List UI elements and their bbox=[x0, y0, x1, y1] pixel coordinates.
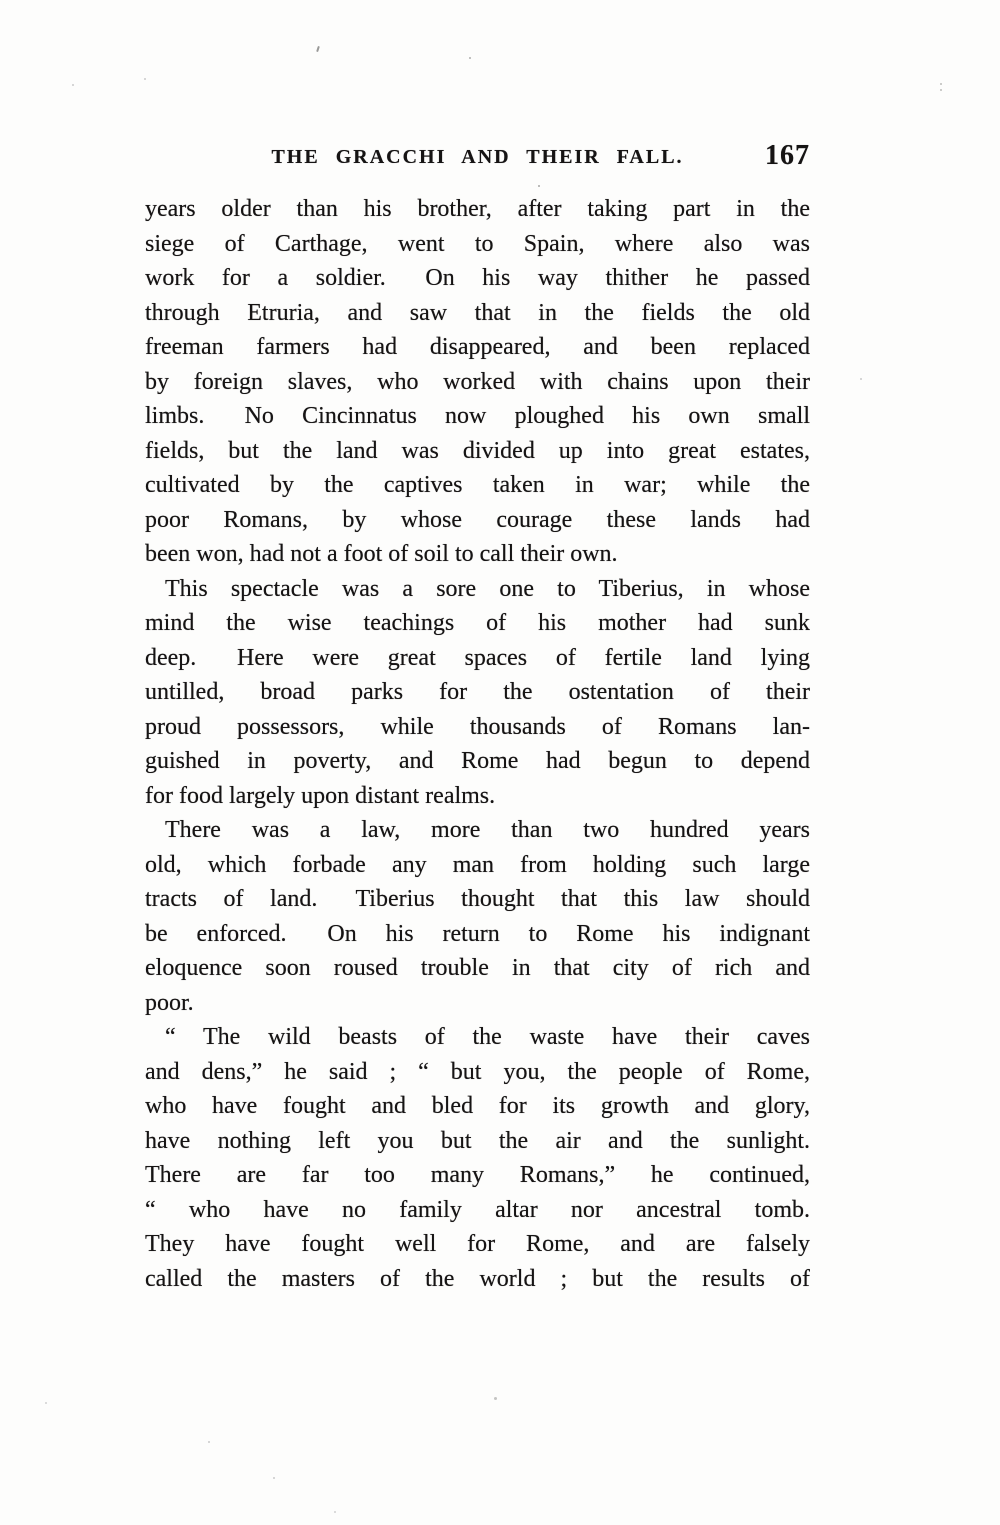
text-line: by foreign slaves, who worked with chains upon their bbox=[145, 368, 810, 395]
text-line: tracts of land. Tiberius thought that this law should bbox=[145, 886, 810, 912]
text-line: There was a law, more than two hundred years bbox=[165, 817, 810, 843]
scan-speck bbox=[940, 83, 942, 85]
paragraph bbox=[145, 192, 810, 572]
page-number: 167 bbox=[765, 140, 810, 171]
text-line: freeman farmers had disappeared, and been replaced bbox=[145, 334, 810, 360]
text-line: There are far too many Romans,” he continued, bbox=[145, 1162, 810, 1188]
scan-speck bbox=[273, 1477, 275, 1479]
text-line: untilled, broad parks for the ostentation of their bbox=[145, 679, 810, 705]
text-line: “ The wild beasts of the waste have their caves bbox=[165, 1024, 810, 1050]
text-line: through Etruria, and saw that in the fields the old bbox=[145, 299, 810, 326]
text-line: deep. Here were great spaces of fertile land lying bbox=[145, 644, 810, 671]
scan-speck bbox=[538, 185, 540, 187]
text-line: guished in poverty, and Rome had begun to depend bbox=[145, 748, 810, 774]
paragraph bbox=[145, 1020, 810, 1296]
text-line: and dens,” he said ; “ but you, the people of Rome, bbox=[145, 1058, 810, 1085]
scan-speck bbox=[45, 1402, 47, 1404]
scan-speck bbox=[940, 89, 942, 91]
running-header-title: THE GRACCHI AND THEIR FALL. bbox=[271, 146, 684, 168]
text-line: “ who have no family altar nor ancestral tomb. bbox=[145, 1196, 810, 1223]
paragraph bbox=[145, 572, 810, 814]
text-line: old, which forbade any man from holding such large bbox=[145, 851, 810, 878]
text-line: They have fought well for Rome, and are falsely bbox=[145, 1231, 810, 1257]
text-line: limbs. No Cincinnatus now ploughed his own small bbox=[145, 403, 810, 429]
scan-speck bbox=[208, 1441, 210, 1443]
scan-speck bbox=[72, 84, 74, 86]
text-line: been won, had not a foot of soil to call their own. bbox=[145, 541, 618, 567]
text-line: who have fought and bled for its growth and glory, bbox=[145, 1093, 810, 1119]
scan-speck bbox=[860, 378, 862, 380]
text-line: years older than his brother, after taking part in the bbox=[145, 196, 810, 222]
text-line: poor. bbox=[145, 989, 194, 1016]
body-text bbox=[145, 192, 810, 1296]
text-line: This spectacle was a sore one to Tiberius, in whose bbox=[165, 575, 810, 602]
scan-speck bbox=[144, 78, 146, 80]
text-line: mind the wise teachings of his mother had sunk bbox=[145, 610, 810, 636]
text-line: cultivated by the captives taken in war; while the bbox=[145, 472, 810, 498]
text-line: for food largely upon distant realms. bbox=[145, 782, 496, 809]
text-line: be enforced. On his return to Rome his indignant bbox=[145, 920, 810, 947]
text-line: eloquence soon roused trouble in that city of rich and bbox=[145, 955, 810, 981]
text-line: fields, but the land was divided up into great estates, bbox=[145, 437, 810, 464]
text-line: proud possessors, while thousands of Romans lan- bbox=[145, 713, 810, 740]
scan-speck bbox=[469, 57, 471, 59]
text-line: called the masters of the world ; but the results of bbox=[145, 1265, 810, 1292]
text-line: work for a soldier. On his way thither he passed bbox=[145, 265, 810, 291]
scan-speck bbox=[316, 46, 320, 52]
paragraph bbox=[145, 813, 810, 1020]
scan-speck bbox=[334, 1511, 336, 1513]
scan-speck bbox=[494, 1397, 497, 1400]
text-line: have nothing left you but the air and the sunlight. bbox=[145, 1127, 810, 1154]
text-line: siege of Carthage, went to Spain, where also was bbox=[145, 230, 810, 257]
text-line: poor Romans, by whose courage these lands had bbox=[145, 506, 810, 533]
running-header bbox=[145, 138, 810, 172]
